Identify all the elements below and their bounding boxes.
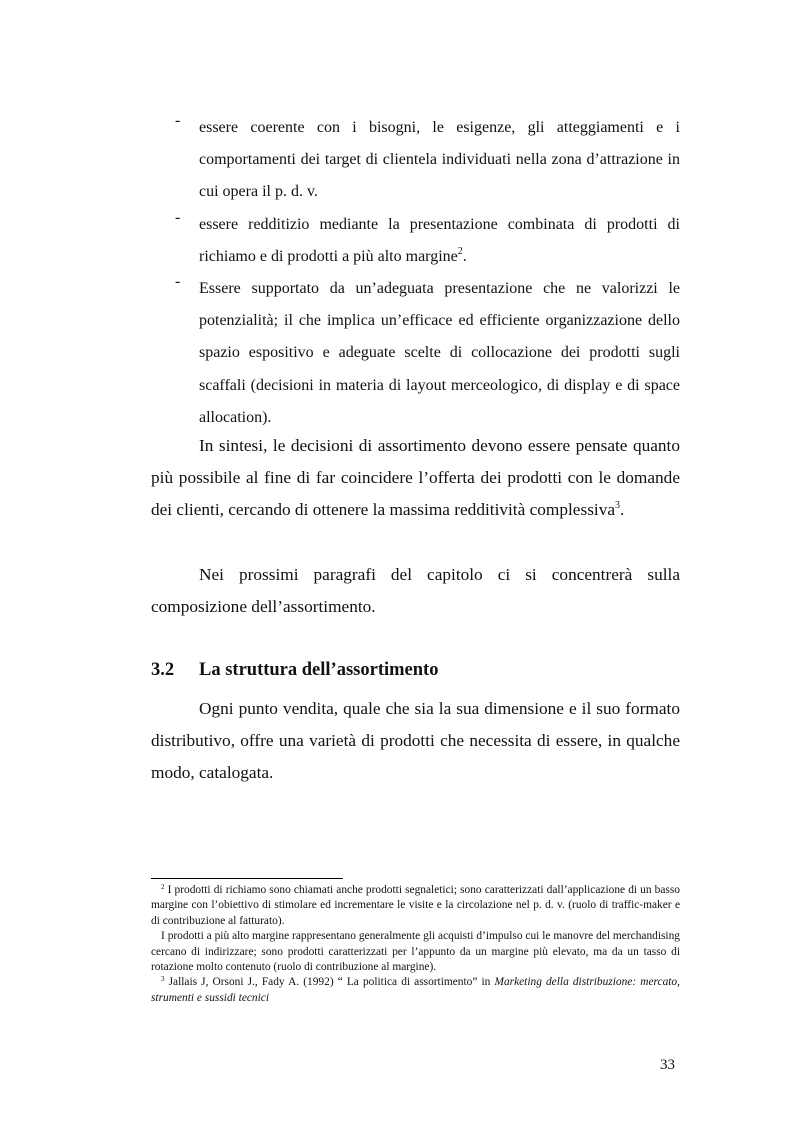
page-number: 33: [660, 1057, 675, 1073]
paragraph-prossimi: Nei prossimi paragrafi del capitolo ci si concentrerà sulla composizione dell’assortimento.: [151, 565, 680, 617]
bullet-text-tail: .: [462, 247, 467, 265]
bullet-item: [151, 273, 680, 434]
bullet-text: essere coerente con i bisogni, le esigenze, gli atteggiamenti e i comportamenti dei target di clientela individuati nella zona d’attrazione in cui opera il p. d. v.: [199, 119, 680, 201]
footnote-text: Jallais J, Orsoni J., Fady A. (1992) “ La politica di assortimento” in: [168, 976, 495, 989]
paragraph-sintesi: [151, 430, 680, 527]
footnote-3: [151, 975, 680, 1006]
footnote-ref-2[interactable]: 2: [457, 245, 463, 257]
bullet-list: [151, 112, 680, 434]
bullet-item: [151, 112, 680, 209]
footnote-number: 2: [161, 883, 165, 891]
footnote-2: [151, 883, 680, 929]
bullet-dash: -: [175, 208, 181, 226]
bullet-dash: -: [175, 112, 181, 129]
bullet-item: [151, 209, 680, 273]
footnote-number: 3: [161, 975, 165, 984]
footnote-ref-3[interactable]: 3: [615, 500, 621, 512]
bullet-dash: -: [175, 273, 181, 291]
paragraph-body: In sintesi, le decisioni di assortimento devono essere pensate quanto più possibile al fine di far coincidere l’offerta dei prodotti con le domande dei clienti, cercando di ottenere la massima redditività complessiva: [151, 436, 680, 520]
footnotes: [151, 883, 680, 1006]
footnote-italic-title: Marketing della distribuzione: mercato, strumenti e sussidi tecnici: [151, 976, 680, 1004]
paragraph-punto-vendita: Ogni punto vendita, quale che sia la sua dimensione e il suo formato distributivo, offre una varietà di prodotti che necessita di essere, in qualche modo, catalogata.: [151, 699, 680, 783]
footnote-2-continued: I prodotti a più alto margine rappresentano generalmente gli acquisti d’impulso cui le manovre del merchandising cercano di indirizzare; sono prodotti caratterizzati per l’appunto da un margine più elevato, ma da un tasso di rotazione molto contenuto (ruolo di contribuzione al margine).: [151, 930, 680, 974]
paragraph-tail: .: [620, 500, 625, 520]
bullet-text: Essere supportato da un’adeguata presentazione che ne valorizzi le potenzialità; il che implica un’efficace ed efficiente organizzazione dello spazio espositivo e adeguate scelte di collocazione dei prodotti sugli scaffali (decisioni in materia di layout merceologico, di display e di space allocation).: [199, 280, 680, 426]
footnote-separator: [151, 878, 343, 879]
footnote-text: I prodotti di richiamo sono chiamati anche prodotti segnaletici; sono caratterizzati dall’applicazione di un basso margine con l’obiettivo di stimolare ed incrementare le visite e la circolazione nel p. d. v. (ruolo di traffic-maker e di contribuzione al fatturato).: [151, 884, 680, 927]
section-number: 3.2: [151, 660, 175, 680]
bullet-text: [199, 209, 680, 273]
bullet-text-body: essere redditizio mediante la presentazione combinata di prodotti di richiamo e di prodotti a più alto margine: [199, 215, 680, 265]
section-heading: [151, 660, 438, 681]
section-title: La struttura dell’assortimento: [199, 660, 439, 680]
